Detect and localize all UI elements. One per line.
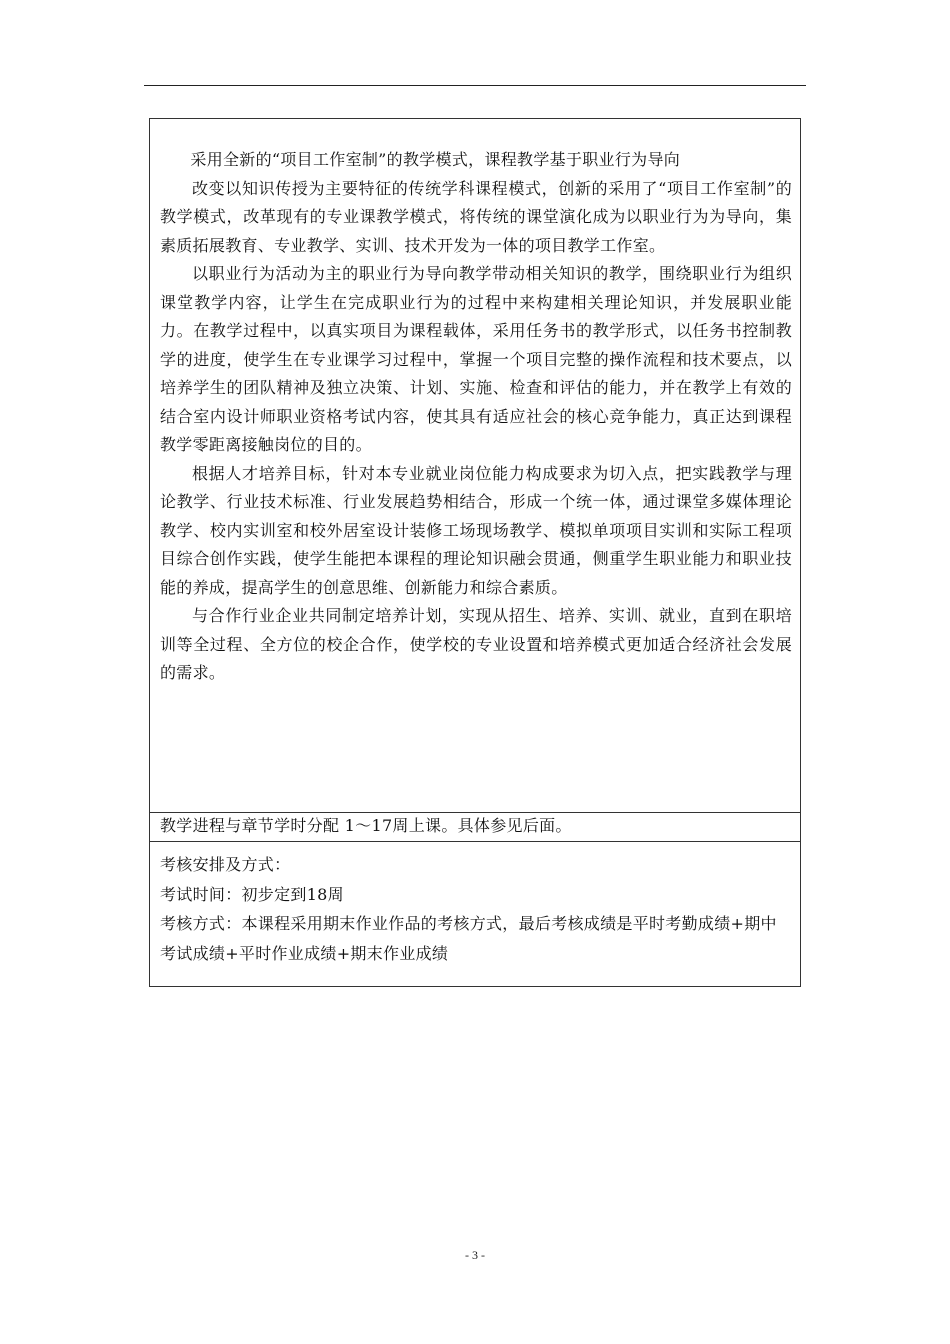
teaching-progress-text: 教学进程与章节学时分配 1～17周上课。具体参见后面。: [160, 816, 572, 835]
paragraph-enterprise-cooperation: 与合作行业企业共同制定培养计划，实现从招生、培养、实训、就业，直到在职培训等全过程、全方位的校企合作，使学校的专业设置和培养模式更加适合经济社会发展的需求。: [160, 606, 792, 682]
paragraph-reform: 改变以知识传授为主要特征的传统学科课程模式，创新的采用了“项目工作室制”的教学模式，改革现有的专业课教学模式，将传统的课堂演化成为以职业行为为导向，集素质拓展教育、专业教学、实训、技术开发为一体的项目教学工作室。: [160, 178, 792, 255]
paragraph-practice-integration: 根据人才培养目标，针对本专业就业岗位能力构成要求为切入点，把实践教学与理论教学、行业技术标准、行业发展趋势相结合，形成一个统一体，通过课堂多媒体理论教学、校内实训室和校外居室设计装修工场现场教学、模拟单项项目实训和实际工程项目综合创作实践，使学生能把本课程的理论知识融会贯通，侧重学生职业能力和职业技能的养成，提高学生的创意思维、创新能力和综合素质。: [160, 463, 792, 597]
teaching-progress-cell: [150, 813, 800, 842]
exam-time: 考试时间：初步定到18周: [160, 884, 344, 904]
page-number: - 3 -: [465, 1248, 485, 1262]
teaching-mode-heading: 采用全新的“项目工作室制”的教学模式，课程教学基于职业行为导向: [190, 150, 681, 169]
course-info-table: [149, 118, 801, 987]
teaching-mode-cell: [150, 119, 800, 813]
assessment-method: 考核方式：本课程采用期末作业作品的考核方式，最后考核成绩是平时考勤成绩+期中考试成绩+平时作业成绩+期末作业成绩: [160, 914, 777, 963]
header-rule: [144, 85, 806, 86]
assessment-title: 考核安排及方式：: [160, 855, 291, 874]
paragraph-behavior-oriented: 以职业行为活动为主的职业行为导向教学带动相关知识的教学，围绕职业行为组织课堂教学内容，让学生在完成职业行为的过程中来构建相关理论知识，并发展职业能力。在教学过程中，以真实项目为课程载体，采用任务书的教学形式，以任务书控制教学的进度，使学生在专业课学习过程中，掌握一个项目完整的操作流程和技术要点，以培养学生的团队精神及独立决策、计划、实施、检查和评估的能力，并在教学上有效的结合室内设计师职业资格考试内容，使其具有适应社会的核心竞争能力，真正达到课程教学零距离接触岗位的目的。: [160, 264, 792, 454]
assessment-cell: [150, 842, 800, 986]
